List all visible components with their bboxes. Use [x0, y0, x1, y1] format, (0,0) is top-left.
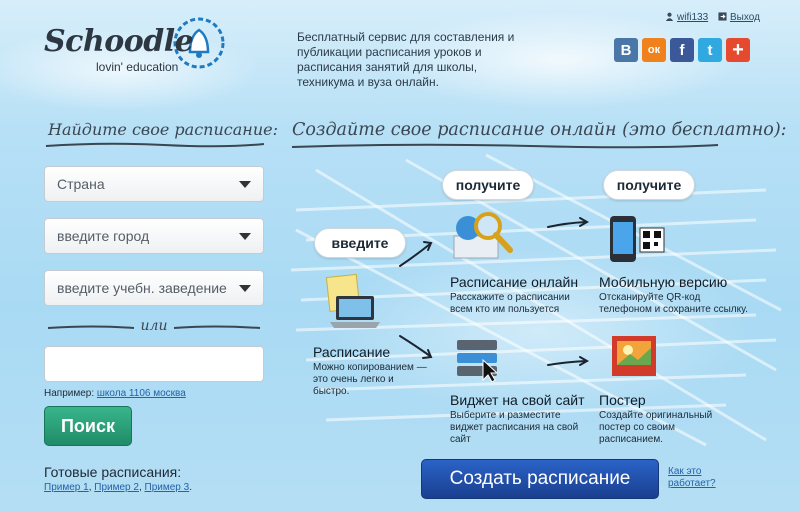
source-step-desc: Можно копированием — это очень легко и быстро. [313, 362, 427, 397]
city-value: введите город [57, 228, 150, 244]
school-value: введите учебн. заведение [57, 280, 227, 296]
country-value: Страна [57, 176, 105, 192]
get-bubble-1: получите [442, 170, 534, 200]
tagline: Бесплатный сервис для составления и публикации расписания уроков и расписания занятий для школы, техникума и вуза онлайн. [297, 30, 515, 89]
online-step-title: Расписание онлайн [450, 274, 579, 290]
arrow-icon [400, 336, 430, 356]
facebook-icon: f [679, 41, 685, 59]
ready-schedules-title: Готовые расписания: [44, 464, 182, 480]
example-link[interactable]: школа 1106 москва [96, 388, 186, 399]
widget-step-title: Виджет на свой сайт [450, 392, 585, 408]
online-step-desc: Расскажите о расписании всем кто им пользуется [450, 292, 570, 315]
arrow-icon [400, 244, 430, 266]
example-3-link[interactable]: Пример 3 [144, 482, 190, 493]
vk-icon: В [620, 41, 632, 59]
example-2-link[interactable]: Пример 2 [94, 482, 139, 493]
poster-step-title: Постер [599, 392, 646, 408]
odnoklassniki-icon: ок [647, 44, 661, 56]
or-label: или [140, 318, 168, 334]
example-1-link[interactable]: Пример 1 [44, 482, 89, 493]
logo-subtitle: lovin' education [96, 60, 179, 74]
widget-step-desc: Выберите и разместите виджет расписания на свой сайт [450, 410, 579, 445]
get-bubble-2: получите [603, 170, 695, 200]
find-heading: Найдите свое расписание: [48, 120, 278, 139]
poster-step-desc: Создайте оригинальный постер со своим расписанием. [599, 410, 713, 445]
how-it-works-link[interactable]: Как это работает? [668, 466, 716, 489]
mobile-step-desc: Отсканируйте QR-код телефоном и сохраните ссылку. [599, 292, 748, 315]
search-button[interactable]: Поиск [44, 406, 132, 446]
twitter-icon: t [707, 41, 713, 59]
enter-bubble: введите [314, 228, 406, 258]
example-label: Например: [44, 388, 95, 399]
ready-schedules-links: Пример 1, Пример 2, Пример 3. [44, 482, 192, 493]
create-heading: Создайте свое расписание онлайн (это бесплатно): [292, 120, 787, 140]
logout-label: Выход [730, 12, 760, 23]
create-schedule-button[interactable]: Создать расписание [421, 459, 659, 499]
plus-icon: + [732, 38, 744, 61]
username: wifi133 [677, 12, 709, 23]
mobile-step-title: Мобильную версию [599, 274, 728, 290]
source-step-title: Расписание [313, 344, 391, 360]
logo-text: Schoodle [44, 24, 194, 59]
